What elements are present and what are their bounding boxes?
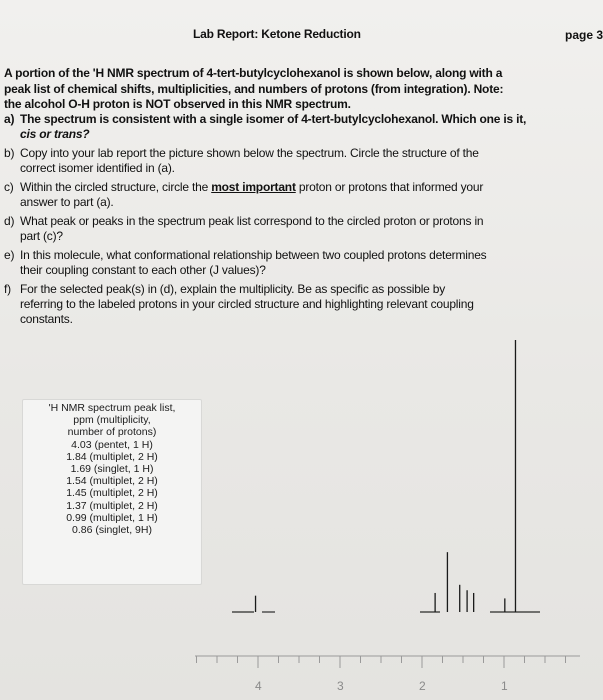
question-text: Copy into your lab report the picture shown below the spectrum. Circle the structure of the	[20, 146, 479, 160]
question-text: constants.	[20, 312, 73, 326]
question-text: For the selected peak(s) in (d), explain the multiplicity. Be as specific as possible by	[20, 282, 446, 296]
intro-line: A portion of the 'H NMR spectrum of 4-tert-butylcyclohexanol is shown below, along with a	[4, 66, 503, 80]
peak-row: 0.86 (singlet, 9H)	[72, 524, 152, 537]
question-text: referring to the labeled protons in your circled structure and highlighting relevant coupling	[20, 297, 474, 311]
question-label: e)	[4, 248, 15, 262]
peak-list-header-line: number of protons)	[67, 426, 157, 439]
question-label: b)	[4, 146, 15, 160]
question-emphasis: most important	[211, 180, 296, 194]
question-label: c)	[4, 180, 14, 194]
ppm-tick-label: 3	[337, 679, 344, 693]
peak-row: 0.99 (multiplet, 1 H)	[66, 511, 158, 524]
question-text: In this molecule, what conformational relationship between two coupled protons determines	[20, 248, 487, 262]
report-title: Lab Report: Ketone Reduction	[193, 27, 361, 41]
question-text: their coupling constant to each other (J values)?	[20, 263, 266, 277]
question-label: a)	[4, 112, 15, 126]
question-label: f)	[4, 282, 11, 296]
question-text-post: proton or protons that informed your	[295, 180, 484, 194]
ppm-tick-label: 2	[419, 679, 426, 693]
page-label: page 3	[565, 28, 603, 42]
peak-list-header-line: ppm (multiplicity,	[73, 414, 151, 427]
ppm-tick-label: 1	[501, 679, 508, 693]
question-text: What peak or peaks in the spectrum peak list correspond to the circled proton or protons in	[20, 214, 484, 228]
question-text: correct isomer identified in (a).	[20, 161, 175, 175]
ppm-tick-label: 4	[255, 679, 262, 693]
peak-row: 1.37 (multiplet, 2 H)	[66, 499, 158, 512]
question-label: d)	[4, 214, 15, 228]
question-text: cis or trans?	[20, 127, 90, 141]
question-text: The spectrum is consistent with a single isomer of 4-tert-butylcyclohexanol. Which one is it,	[20, 112, 527, 126]
peak-row: 1.54 (multiplet, 2 H)	[66, 475, 158, 488]
question-text-pre: Within the circled structure, circle the	[20, 180, 212, 194]
peak-row: 4.03 (pentet, 1 H)	[71, 438, 153, 451]
peak-row: 1.45 (multiplet, 2 H)	[66, 487, 158, 500]
peak-row: 1.69 (singlet, 1 H)	[70, 463, 154, 476]
peak-list-header-line: 'H NMR spectrum peak list,	[48, 402, 176, 414]
peak-row: 1.84 (multiplet, 2 H)	[66, 450, 158, 463]
intro-line: peak list of chemical shifts, multiplicities, and numbers of protons (from integration). Note:	[4, 81, 504, 96]
question-text: answer to part (a).	[20, 195, 114, 209]
question-text: part (c)?	[20, 229, 63, 243]
intro-line: the alcohol O-H proton is NOT observed in this NMR spectrum.	[4, 97, 351, 111]
